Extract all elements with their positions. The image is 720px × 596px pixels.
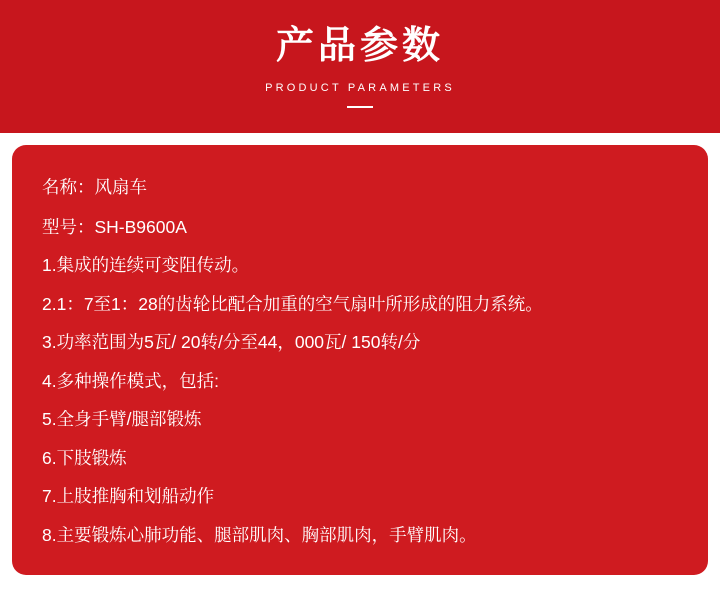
spec-line: 8.主要锻炼心肺功能、腿部肌肉、胸部肌肉，手臂肌肉。: [42, 524, 477, 545]
header-banner: [0, 0, 720, 133]
spec-line: 2.1：7至1：28的齿轮比配合加重的空气扇叶所形成的阻力系统。: [42, 293, 543, 314]
spec-line: 7.上肢推胸和划船动作: [42, 486, 215, 506]
spec-line: 1.集成的连续可变阻传动。: [42, 255, 250, 275]
spec-line: 型号：SH-B9600A: [42, 216, 187, 237]
spec-line: 6.下肢锻炼: [42, 447, 127, 468]
spec-line: 3.功率范围为5瓦/ 20转/分至44，000瓦/ 150转/分: [42, 332, 421, 352]
spec-line: 5.全身手臂/腿部锻炼: [42, 409, 202, 429]
page-title: 产品参数: [275, 24, 444, 67]
page-subtitle: PRODUCT PARAMETERS: [265, 82, 455, 95]
title-divider: [347, 106, 373, 108]
spec-line: 名称：风扇车: [42, 177, 147, 197]
spec-line: 4.多种操作模式，包括:: [42, 370, 219, 391]
spec-card: [12, 145, 708, 575]
spec-card-wrapper: [0, 133, 720, 589]
